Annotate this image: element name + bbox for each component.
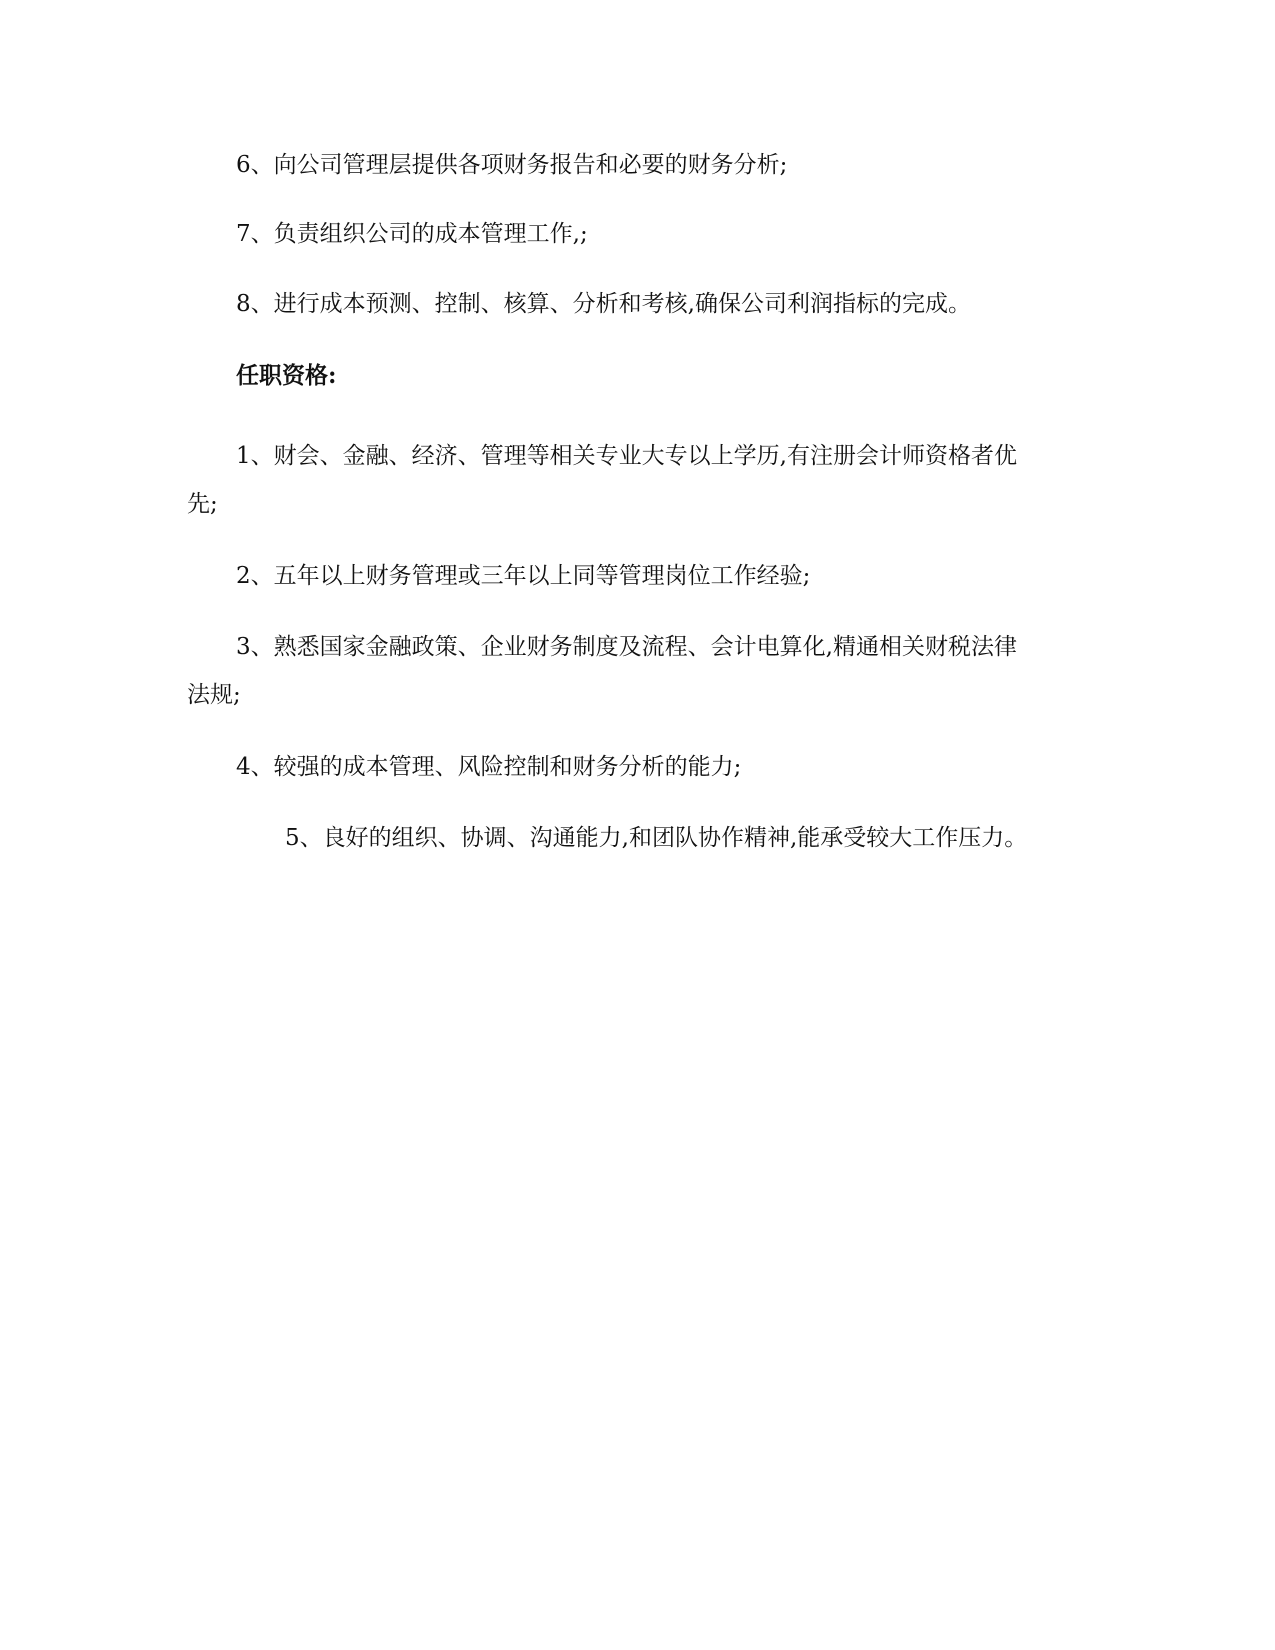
- duty-item-7: 7、负责组织公司的成本管理工作,;: [236, 221, 588, 247]
- qualification-item-3-line-2: 法规;: [187, 682, 241, 708]
- qualifications-heading: 任职资格:: [236, 362, 337, 389]
- qualification-item-2: 2、五年以上财务管理或三年以上同等管理岗位工作经验;: [236, 563, 811, 589]
- qualification-item-1-line-2: 先;: [187, 491, 218, 517]
- qualification-item-4: 4、较强的成本管理、风险控制和财务分析的能力;: [236, 754, 742, 780]
- duty-item-8: 8、进行成本预测、控制、核算、分析和考核,确保公司利润指标的完成。: [236, 291, 971, 317]
- qualification-item-3-line-1: 3、熟悉国家金融政策、企业财务制度及流程、会计电算化,精通相关财税法律: [236, 634, 1017, 660]
- duty-item-6: 6、向公司管理层提供各项财务报告和必要的财务分析;: [236, 152, 788, 178]
- qualification-item-1-line-1: 1、财会、金融、经济、管理等相关专业大专以上学历,有注册会计师资格者优: [236, 443, 1017, 469]
- qualification-item-5: 5、良好的组织、协调、沟通能力,和团队协作精神,能承受较大工作压力。: [285, 825, 1028, 851]
